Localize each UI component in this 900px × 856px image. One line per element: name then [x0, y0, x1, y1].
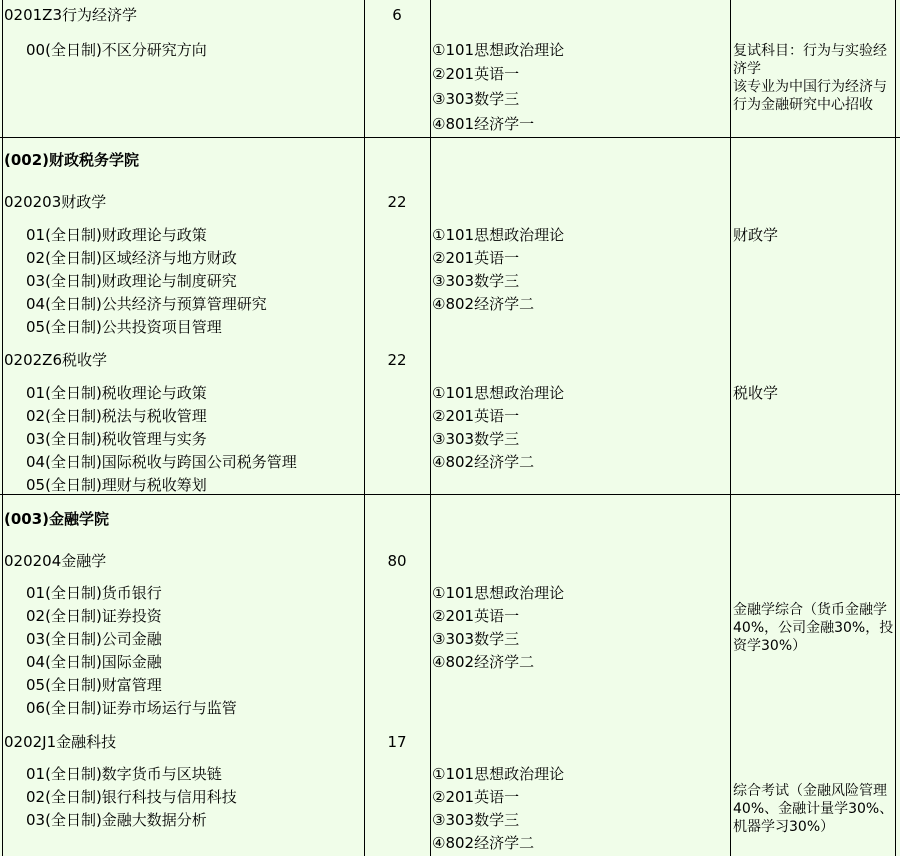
section-title: (003)金融学院 [4, 510, 110, 528]
section-title: (002)财政税务学院 [4, 151, 140, 169]
research-direction: 06(全日制)证券市场运行与监管 [26, 699, 237, 717]
enrollment-count: 22 [387, 351, 407, 369]
remarks: 综合考试（金融风险管理40%、金融计量学30%、机器学习30%） [733, 783, 894, 835]
exam-subject: ④802经济学二 [432, 653, 535, 671]
major-name: 0202J1金融科技 [4, 733, 117, 751]
remarks: 税收学 [733, 384, 779, 402]
exam-subject: ①101思想政治理论 [432, 41, 565, 59]
column-divider [364, 0, 365, 856]
exam-subject: ③303数学三 [432, 630, 520, 648]
exam-subject: ②201英语一 [432, 788, 520, 806]
research-direction: 01(全日制)数字货币与区块链 [26, 765, 222, 783]
research-direction: 04(全日制)国际税收与跨国公司税务管理 [26, 453, 297, 471]
exam-subject: ③303数学三 [432, 90, 520, 108]
exam-subject: ③303数学三 [432, 430, 520, 448]
remarks: 财政学 [733, 226, 779, 244]
exam-subject: ④801经济学一 [432, 115, 535, 133]
research-direction: 01(全日制)货币银行 [26, 584, 162, 602]
enrollment-count: 17 [387, 733, 407, 751]
exam-subject: ③303数学三 [432, 272, 520, 290]
research-direction: 05(全日制)财富管理 [26, 676, 162, 694]
exam-subject: ①101思想政治理论 [432, 765, 565, 783]
enrollment-count: 22 [387, 193, 407, 211]
exam-subject: ②201英语一 [432, 249, 520, 267]
exam-subject: ①101思想政治理论 [432, 384, 565, 402]
row-divider [0, 137, 900, 138]
research-direction: 01(全日制)税收理论与政策 [26, 384, 207, 402]
major-name: 020204金融学 [4, 552, 107, 570]
exam-subject: ④802经济学二 [432, 453, 535, 471]
major-name: 0202Z6税收学 [4, 351, 107, 369]
research-direction: 05(全日制)公共投资项目管理 [26, 318, 222, 336]
column-divider [430, 0, 431, 856]
enrollment-count: 80 [387, 552, 407, 570]
exam-subject: ④802经济学二 [432, 834, 535, 852]
exam-subject: ③303数学三 [432, 811, 520, 829]
research-direction: 02(全日制)税法与税收管理 [26, 407, 207, 425]
research-direction: 02(全日制)区域经济与地方财政 [26, 249, 237, 267]
exam-subject: ②201英语一 [432, 407, 520, 425]
exam-subject: ①101思想政治理论 [432, 226, 565, 244]
research-direction: 04(全日制)公共经济与预算管理研究 [26, 295, 267, 313]
research-direction: 03(全日制)金融大数据分析 [26, 811, 207, 829]
research-direction: 02(全日制)证券投资 [26, 607, 162, 625]
research-direction: 04(全日制)国际金融 [26, 653, 162, 671]
exam-subject: ②201英语一 [432, 65, 520, 83]
column-divider [2, 0, 3, 856]
remarks: 金融学综合（货币金融学40%，公司金融30%，投资学30%） [733, 602, 894, 654]
research-direction: 00(全日制)不区分研究方向 [26, 41, 207, 59]
column-divider [730, 0, 731, 856]
research-direction: 05(全日制)理财与税收筹划 [26, 476, 207, 494]
exam-subject: ①101思想政治理论 [432, 584, 565, 602]
research-direction: 01(全日制)财政理论与政策 [26, 226, 207, 244]
major-name: 020203财政学 [4, 193, 107, 211]
exam-subject: ④802经济学二 [432, 295, 535, 313]
research-direction: 02(全日制)银行科技与信用科技 [26, 788, 237, 806]
exam-subject: ②201英语一 [432, 607, 520, 625]
research-direction: 03(全日制)财政理论与制度研究 [26, 272, 237, 290]
research-direction: 03(全日制)公司金融 [26, 630, 162, 648]
enrollment-count: 6 [392, 6, 402, 24]
major-name: 0201Z3行为经济学 [4, 6, 137, 24]
remarks: 复试科目：行为与实验经济学 该专业为中国行为经济与行为金融研究中心招收 [733, 43, 887, 113]
column-divider [895, 0, 896, 856]
research-direction: 03(全日制)税收管理与实务 [26, 430, 207, 448]
